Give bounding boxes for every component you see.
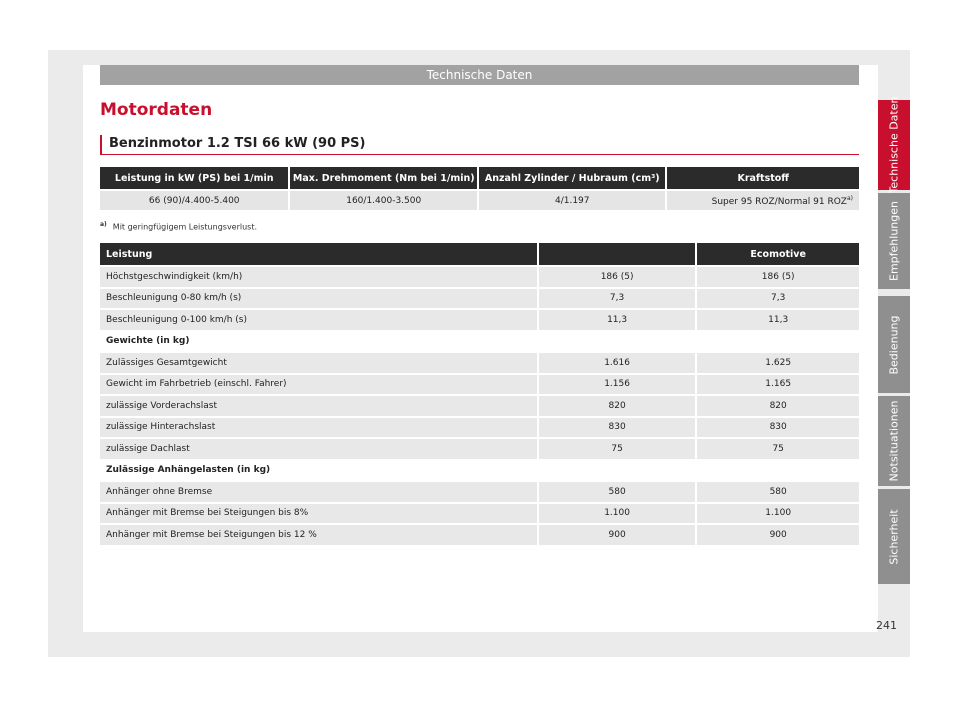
footnote-text: Mit geringfügigem Leistungsverlust. [112, 222, 258, 232]
perf-header-leistung: Leistung [100, 243, 537, 265]
row-label: Höchstgeschwindigkeit (km/h) [100, 265, 537, 287]
side-tab-notsituationen[interactable] [878, 396, 910, 486]
row-label: Anhänger mit Bremse bei Steigungen bis 12 % [100, 523, 537, 545]
performance-table [98, 243, 861, 545]
row-value-ecomotive: 75 [697, 437, 859, 459]
footnote-mark: a) [100, 221, 107, 228]
row-value-ecomotive: 900 [697, 523, 859, 545]
row-label: zulässige Dachlast [100, 437, 537, 459]
row-value: 900 [539, 523, 696, 545]
engine-table [98, 167, 861, 210]
row-value-ecomotive: 1.165 [697, 373, 859, 395]
fuel-value: Super 95 ROZ/Normal 91 ROZ [711, 196, 847, 207]
table-row [100, 351, 859, 373]
engine-cell: 66 (90)/4.400-5.400 [100, 189, 288, 210]
table-row [100, 416, 859, 438]
row-label: Anhänger ohne Bremse [100, 480, 537, 502]
engine-header-cell: Leistung in kW (PS) bei 1/min [100, 167, 288, 189]
side-tab-bedienung[interactable] [878, 296, 910, 393]
row-value: 1.156 [539, 373, 696, 395]
row-value: 75 [539, 437, 696, 459]
row-label: zulässige Vorderachslast [100, 394, 537, 416]
row-label: zulässige Hinterachslast [100, 416, 537, 438]
engine-subtitle: Benzinmotor 1.2 TSI 66 kW (90 PS) [100, 135, 859, 155]
engine-cell-fuel [667, 189, 859, 210]
table-row [100, 265, 859, 287]
row-value-ecomotive: 186 (5) [697, 265, 859, 287]
footnote-ref: a) [846, 194, 853, 202]
row-value: 186 (5) [539, 265, 696, 287]
section-label: Gewichte (in kg) [100, 330, 859, 352]
row-label: Anhänger mit Bremse bei Steigungen bis 8% [100, 502, 537, 524]
table-row [100, 480, 859, 502]
row-value-ecomotive: 7,3 [697, 287, 859, 309]
engine-header-cell: Kraftstoff [667, 167, 859, 189]
side-tab-label: Sicherheit [887, 508, 901, 565]
section-label: Zulässige Anhängelasten (in kg) [100, 459, 859, 481]
perf-body [100, 265, 859, 545]
table-row [100, 394, 859, 416]
row-value-ecomotive: 830 [697, 416, 859, 438]
row-value: 1.616 [539, 351, 696, 373]
row-value: 1.100 [539, 502, 696, 524]
page-title: Motordaten [100, 100, 213, 120]
section-row [100, 459, 859, 481]
row-label: Gewicht im Fahrbetrieb (einschl. Fahrer) [100, 373, 537, 395]
row-value-ecomotive: 11,3 [697, 308, 859, 330]
table-row [100, 287, 859, 309]
table-row [100, 502, 859, 524]
row-value-ecomotive: 820 [697, 394, 859, 416]
side-tab-sicherheit[interactable] [878, 489, 910, 584]
section-band: Technische Daten [100, 65, 859, 85]
perf-header-blank [539, 243, 696, 265]
section-row [100, 330, 859, 352]
side-tab-label: Bedienung [887, 314, 901, 375]
engine-header-cell: Max. Drehmoment (Nm bei 1/min) [290, 167, 477, 189]
row-value: 11,3 [539, 308, 696, 330]
page-number: 241 [876, 619, 897, 632]
side-tab-empfehlungen[interactable] [878, 193, 910, 289]
footnote [100, 221, 257, 232]
side-tab-label: Technische Daten [887, 96, 901, 194]
row-value-ecomotive: 580 [697, 480, 859, 502]
row-label: Beschleunigung 0-100 km/h (s) [100, 308, 537, 330]
side-tab-label: Empfehlungen [887, 201, 901, 281]
row-value-ecomotive: 1.625 [697, 351, 859, 373]
row-value-ecomotive: 1.100 [697, 502, 859, 524]
table-row [100, 437, 859, 459]
engine-header-cell: Anzahl Zylinder / Hubraum (cm³) [479, 167, 665, 189]
side-tab-label: Notsituationen [887, 400, 901, 482]
side-tab-technische-daten[interactable] [878, 96, 910, 194]
table-row [100, 523, 859, 545]
row-value: 820 [539, 394, 696, 416]
engine-cell: 4/1.197 [479, 189, 665, 210]
engine-cell: 160/1.400-3.500 [290, 189, 477, 210]
table-row [100, 189, 859, 210]
row-value: 580 [539, 480, 696, 502]
table-row [100, 308, 859, 330]
row-label: Beschleunigung 0-80 km/h (s) [100, 287, 537, 309]
perf-header-ecomotive: Ecomotive [697, 243, 859, 265]
table-row [100, 373, 859, 395]
row-label: Zulässiges Gesamtgewicht [100, 351, 537, 373]
row-value: 830 [539, 416, 696, 438]
row-value: 7,3 [539, 287, 696, 309]
